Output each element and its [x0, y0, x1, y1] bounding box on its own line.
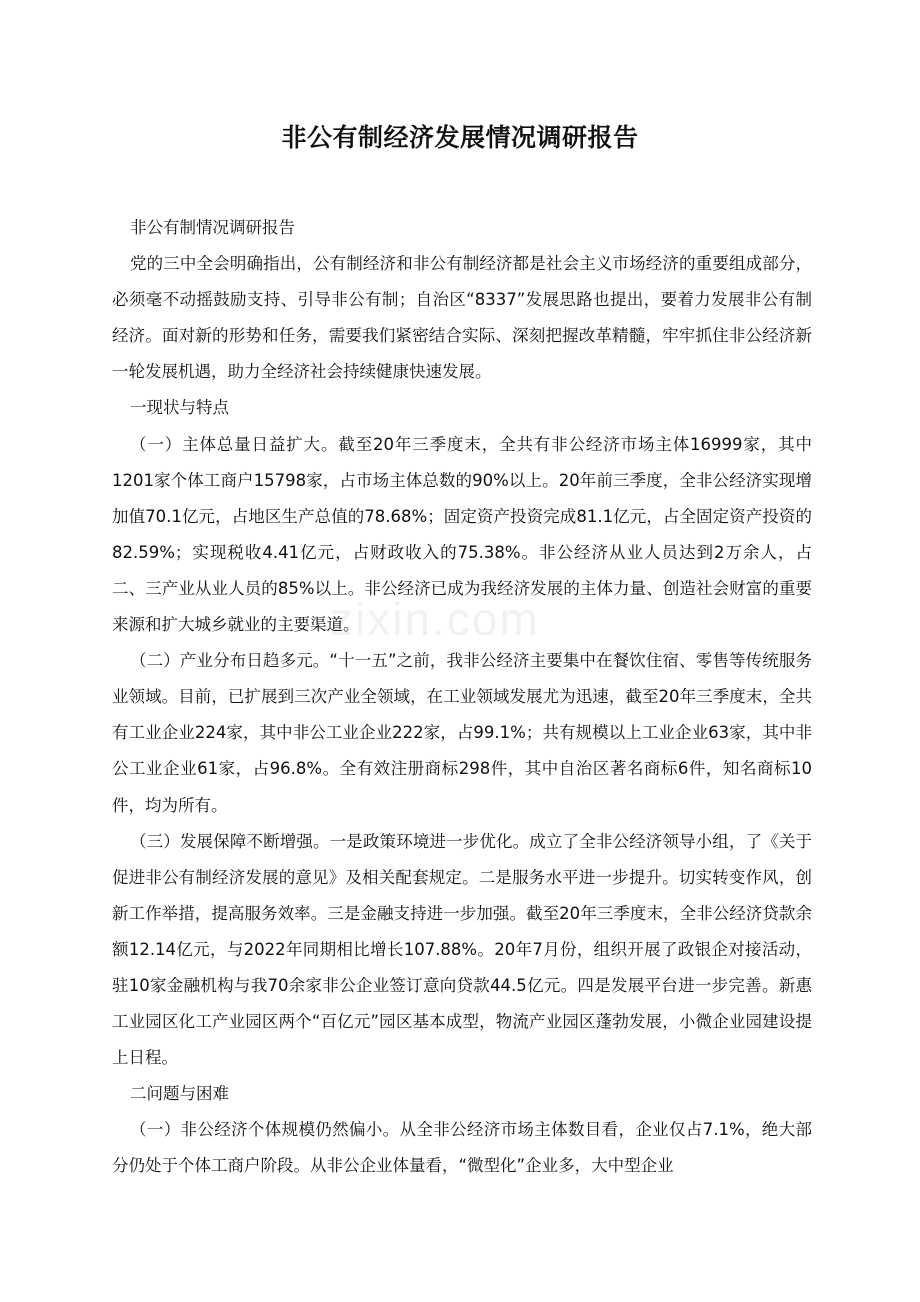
document-title: 非公有制经济发展情况调研报告: [281, 123, 639, 152]
paragraph-small-scale: （一）非公经济个体规模仍然偏小。从全非公经济市场主体数目看，企业仅占7.1%，绝大部分仍处于个体工商户阶段。从非公企业体量看，“微型化”企业多，大中型企业: [112, 1120, 812, 1176]
watermark: zixin.com: [330, 593, 540, 645]
section-heading-status: 一现状与特点: [130, 398, 229, 418]
subtitle-paragraph: 非公有制情况调研报告: [130, 218, 295, 237]
intro-paragraph: 党的三中全会明确指出，公有制经济和非公有制经济都是社会主义市场经济的重要组成部分，必须毫不动摇鼓励支持、引导非公有制；自治区“8337”发展思路也提出，要着力发展非公有制经济。面对新的形势和任务，需要我们紧密结合实际、深刻把握改革精髓，牢牢抓住非公经济新一轮发展机遇，助力全经济社会持续健康快速发展。: [112, 254, 812, 382]
section-heading-problems: 二问题与困难: [130, 1084, 229, 1104]
paragraph-main-body-growth: （一）主体总量日益扩大。截至20年三季度末，全共有非公经济市场主体16999家，其中1201家个体工商户15798家，占市场主体总数的90%以上。20年前三季度，全非公经济实现增加值70.1亿元，占地区生产总值的78.68%；固定资产投资完成81.1亿元，占全固定资产投资的82.59%；实现税收4.41亿元，占财政收入的75.38%。非公经济从业人员达到2万余人，占二、三产业从业人员的85%以上。非公经济已成为我经济发展的主体力量、创造社会财富的重要来源和扩大城乡就业的主要渠道。: [112, 434, 812, 635]
document-body: [112, 210, 812, 1185]
paragraph-development-support: （三）发展保障不断增强。一是政策环境进一步优化。成立了全非公经济领导小组，了《关于促进非公有制经济发展的意见》及相关配套规定。二是服务水平进一步提升。切实转变作风，创新工作举措，提高服务效率。三是金融支持进一步加强。截至20年三季度末，全非公经济贷款余额12.14亿元，与2022年同期相比增长107.88%。20年7月份，组织开展了政银企对接活动，驻10家金融机构与我70余家非公企业签订意向贷款44.5亿元。四是发展平台进一步完善。新惠工业园区化工产业园区两个“百亿元”园区基本成型，物流产业园区蓬勃发展，小微企业园建设提上日程。: [112, 831, 812, 1068]
paragraph-industry-distribution: （二）产业分布日趋多元。“十一五”之前，我非公经济主要集中在餐饮住宿、零售等传统服务业领域。目前，已扩展到三次产业全领域，在工业领域发展尤为迅速，截至20年三季度末，全共有工业企业224家，其中非公工业企业222家，占99.1%；共有规模以上工业企业63家，其中非公工业企业61家，占96.8%。全有效注册商标298件，其中自治区著名商标6件，知名商标10件，均为所有。: [112, 651, 812, 815]
